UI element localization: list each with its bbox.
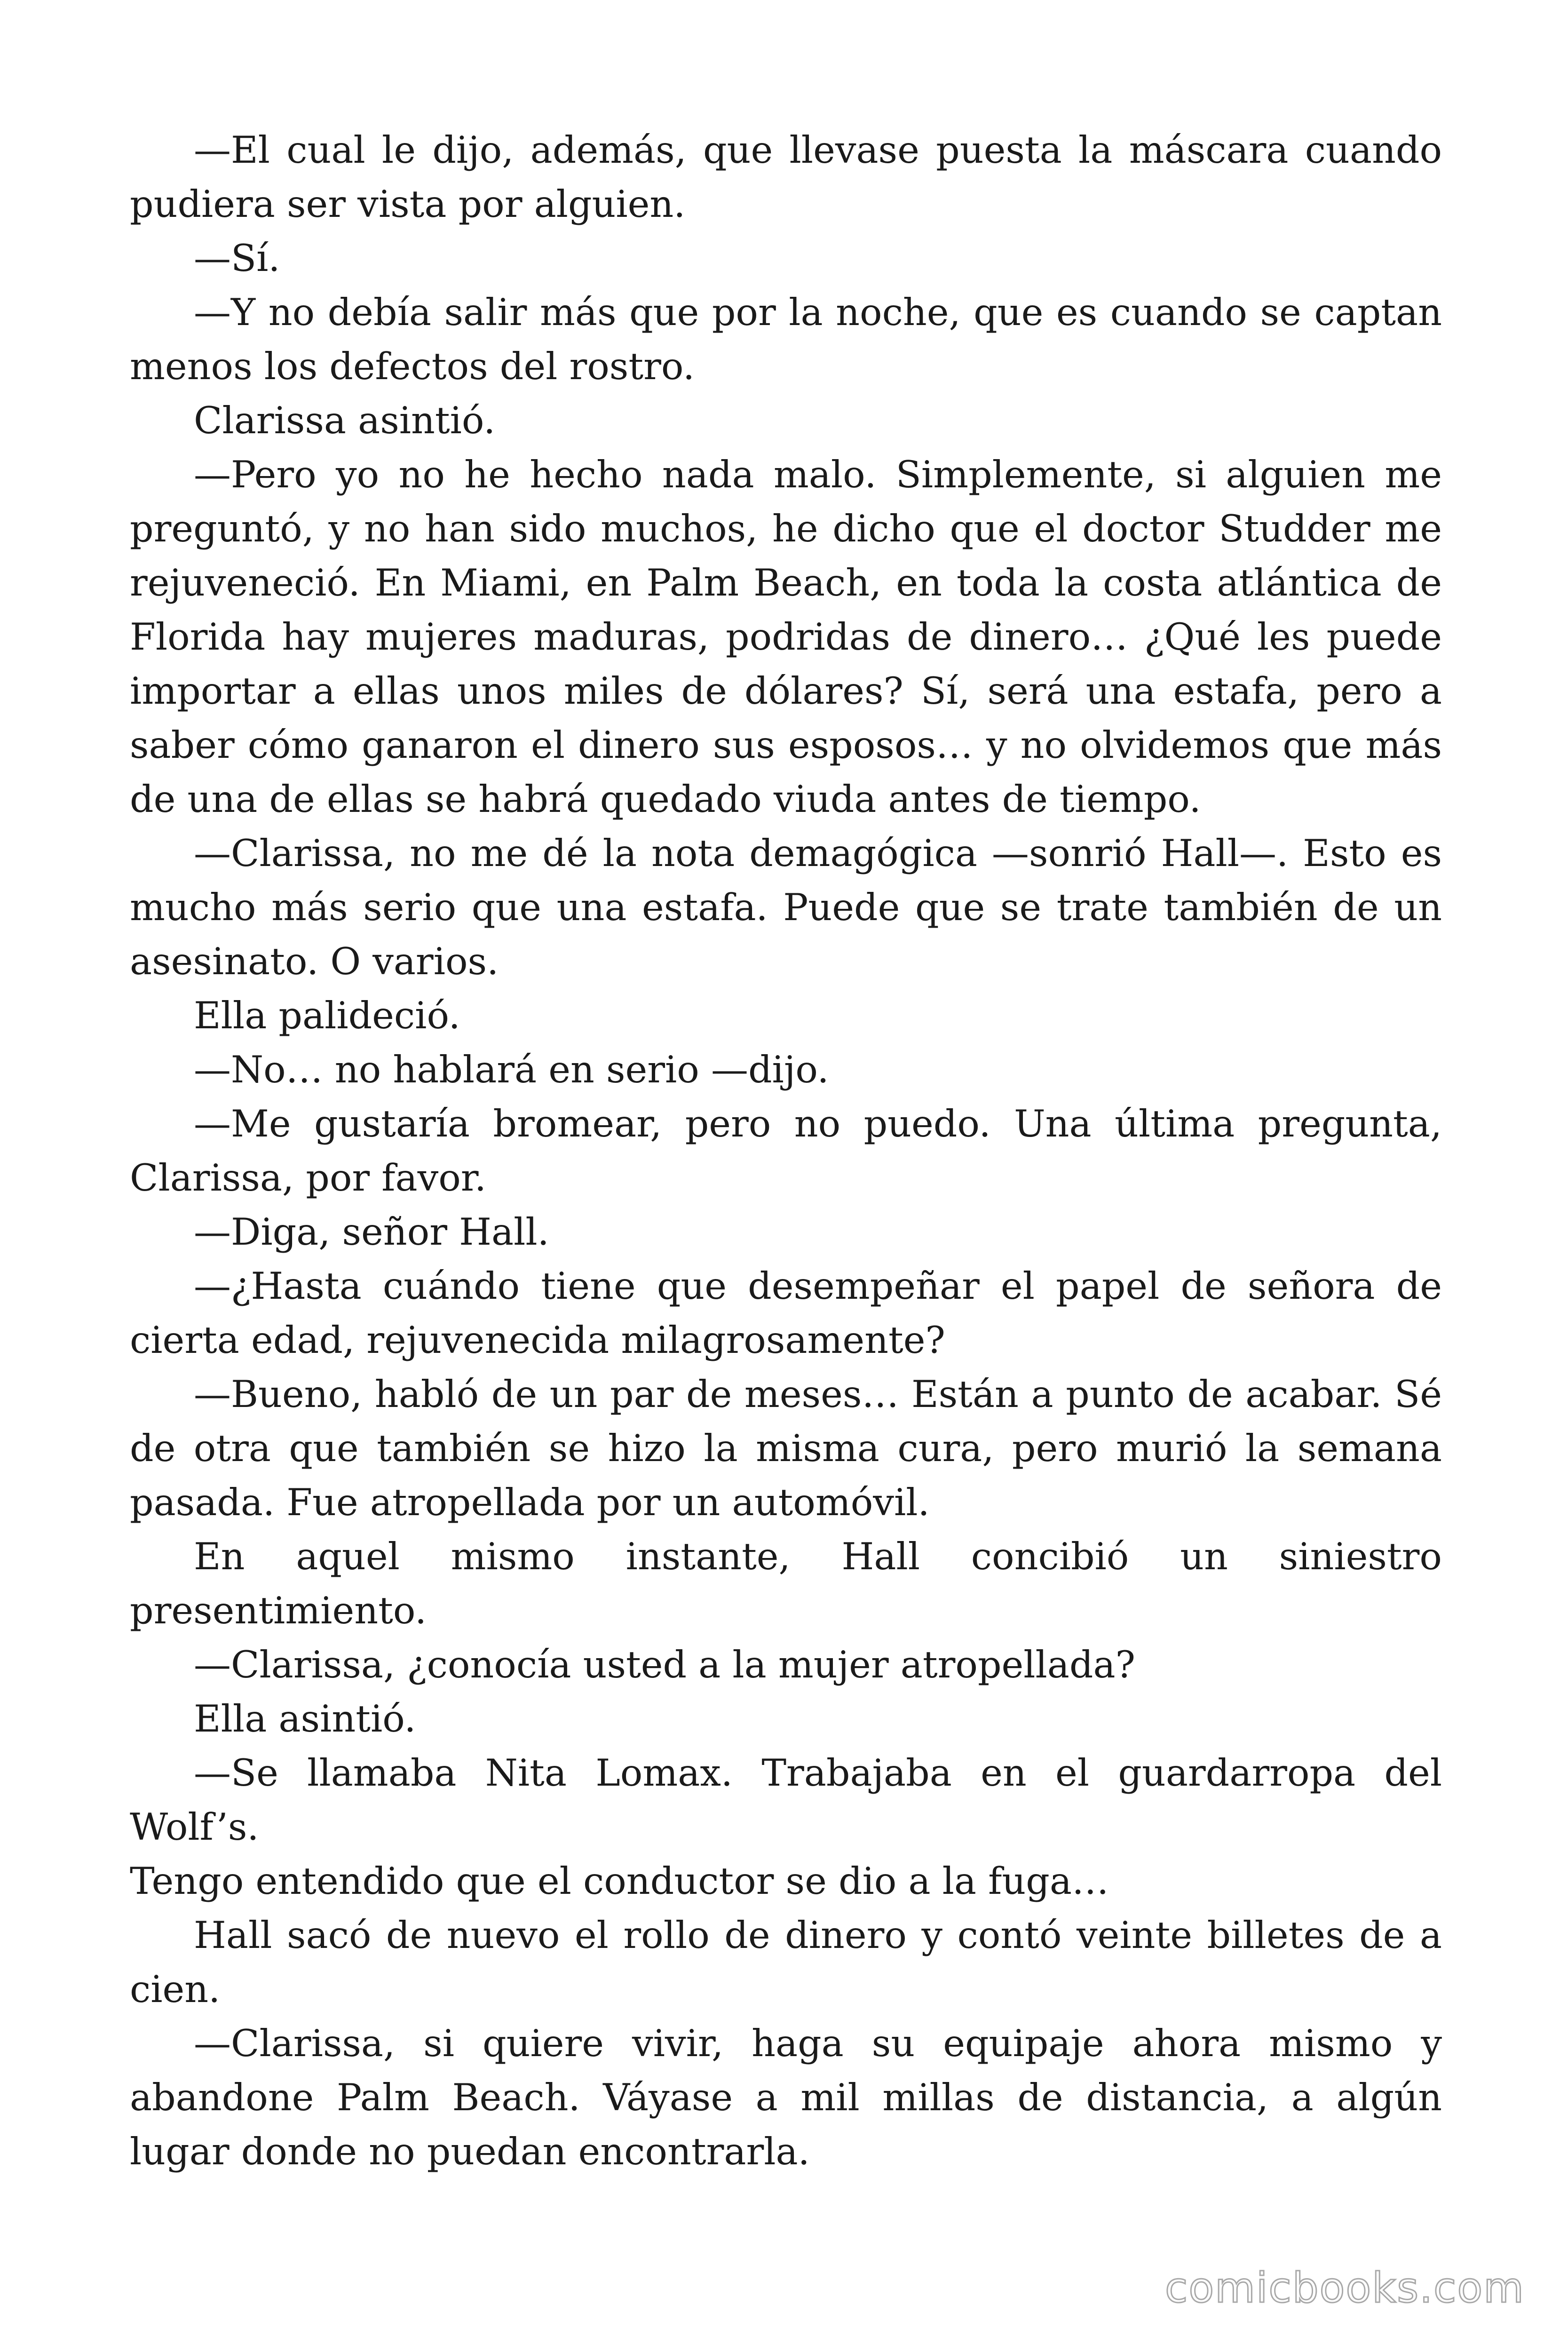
- paragraph: Hall sacó de nuevo el rollo de dinero y contó veinte billetes de a cien.: [130, 1914, 1442, 2011]
- paragraph: —Clarissa, si quiere vivir, haga su equipaje ahora mismo y abandone Palm Beach. Váyase a mil millas de distancia, a algún lugar donde no puedan encontrarla.: [130, 2022, 1442, 2173]
- paragraph: —Se llamaba Nita Lomax. Trabajaba en el guardarropa del Wolf’s.: [130, 1751, 1442, 1849]
- paragraph: —Clarissa, no me dé la nota demagógica —sonrió Hall—. Esto es mucho más serio que una estafa. Puede que se trate también de un asesinato. O varios.: [130, 832, 1442, 983]
- paragraph: Ella palideció.: [194, 994, 460, 1037]
- paragraph: —Bueno, habló de un par de meses… Están a punto de acabar. Sé de otra que también se hizo la misma cura, pero murió la semana pasada. Fue atropellada por un automóvil.: [130, 1373, 1442, 1524]
- paragraph: —Diga, señor Hall.: [194, 1210, 549, 1254]
- watermark: comicbooks.com: [1164, 2264, 1525, 2312]
- paragraph: —El cual le dijo, además, que llevase puesta la máscara cuando pudiera ser vista por alguien.: [130, 128, 1442, 226]
- paragraph: —Pero yo no he hecho nada malo. Simplemente, si alguien me preguntó, y no han sido muchos, he dicho que el doctor Studder me rejuveneció. En Miami, en Palm Beach, en toda la costa atlántica de Florida hay mujeres maduras, podridas de dinero… ¿Qué les puede importar a ellas unos miles de dólares? Sí, será una estafa, pero a saber cómo ganaron el dinero sus esposos… y no olvidemos que más de una de ellas se habrá quedado viuda antes de tiempo.: [130, 453, 1442, 821]
- paragraph: En aquel mismo instante, Hall concibió un siniestro presentimiento.: [130, 1535, 1442, 1632]
- paragraph: —¿Hasta cuándo tiene que desempeñar el papel de señora de cierta edad, rejuvenecida milagrosamente?: [130, 1264, 1442, 1362]
- page-body-text: [130, 123, 1442, 2179]
- paragraph: —Sí.: [194, 237, 280, 280]
- paragraph: —No… no hablará en serio —dijo.: [194, 1048, 829, 1091]
- paragraph: Ella asintió.: [194, 1697, 416, 1740]
- paragraph: Tengo entendido que el conductor se dio a la fuga…: [130, 1859, 1109, 1903]
- paragraph: —Y no debía salir más que por la noche, que es cuando se captan menos los defectos del rostro.: [130, 291, 1442, 388]
- paragraph: —Me gustaría bromear, pero no puedo. Una última pregunta, Clarissa, por favor.: [130, 1102, 1442, 1200]
- paragraph: Clarissa asintió.: [194, 399, 496, 442]
- paragraph: —Clarissa, ¿conocía usted a la mujer atropellada?: [194, 1643, 1135, 1686]
